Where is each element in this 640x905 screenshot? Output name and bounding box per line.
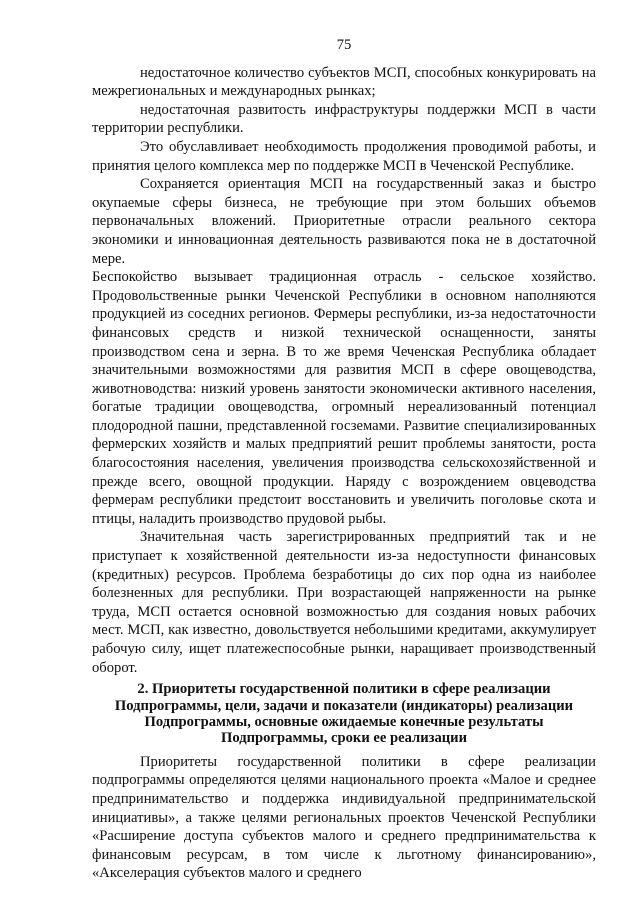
paragraph-5: Беспокойство вызывает традиционная отрасль - сельское хозяйство. Продовольственные рынки Чеченской Республики в основном наполняются продукцией из соседних регионов. Фермеры республики, из-за недостаточности финансовых средств и низкой технической оснащенности, заняты производством сена и зерна. В то же время Чеченская Республика обладает значительными возможностями для развития МСП в сфере овощеводства, животноводства: низкий уровень занятости экономически активного населения, богатые традиции овощеводства, огромный нереализованный потенциал плодородной пашни, представленной госземами. Развитие специализированных фермерских хозяйств и малых предприятий решит проблемы занятости, роста благосостояния населения, увеличения производства сельскохозяйственной и прежде всего, овощной продукции. Наряду с возрождением овцеводства фермерам республики предстоит восстановить и увеличить поголовье скота и птицы, наладить производство прудовой рыбы. [92,269,596,527]
paragraph-2: недостаточная развитость инфраструктуры поддержки МСП в части территории республики. [92,101,596,137]
paragraph-4: Сохраняется ориентация МСП на государственный заказ и быстро окупаемые сферы бизнеса, не требующие при этом больших объемов первоначальных вложений. Приоритетные отрасли реального сектора экономики и инновационная деятельность развиваются пока не в достаточной мере. [92,176,596,267]
section-heading: 2. Приоритеты государственной политики в сфере реализации Подпрограммы, цели, задачи и показатели (индикаторы) реализации Подпрограммы, основные ожидаемые конечные результаты Подпрограммы, сроки ее реализации [114,681,574,747]
paragraph-3: Это обуславливает необходимость продолжения проводимой работы, и принятия целого комплекса мер по поддержке МСП в Чеченской Республике. [92,138,596,174]
paragraph-1: недостаточное количество субъектов МСП, способных конкурировать на межрегиональных и международных рынках; [92,64,596,100]
paragraph-7: Приоритеты государственной политики в сфере реализации подпрограммы определяются целями национального проекта «Малое и среднее предпринимательство и поддержка индивидуальной предпринимательской инициативы», а также целями региональных проектов Чеченской Республики «Расширение доступа субъектов малого и среднего предпринимательства к финансовым ресурсам, в том числе к льготному финансированию», «Акселерация субъектов малого и среднего [92,753,596,882]
page-number: 75 [336,37,352,53]
paragraph-6: Значительная часть зарегистрированных предприятий так и не приступает к хозяйственной деятельности из-за недоступности финансовых (кредитных) ресурсов. Проблема безработицы до сих пор одна из наиболее болезненных для республики. При возрастающей напряженности на рынке труда, МСП остается основной возможностью для создания новых рабочих мест. МСП, как известно, довольствуется небольшими кредитами, аккумулирует рабочую силу, ищет платежеспособные рынки, наращивает производственный оборот. [92,529,596,676]
